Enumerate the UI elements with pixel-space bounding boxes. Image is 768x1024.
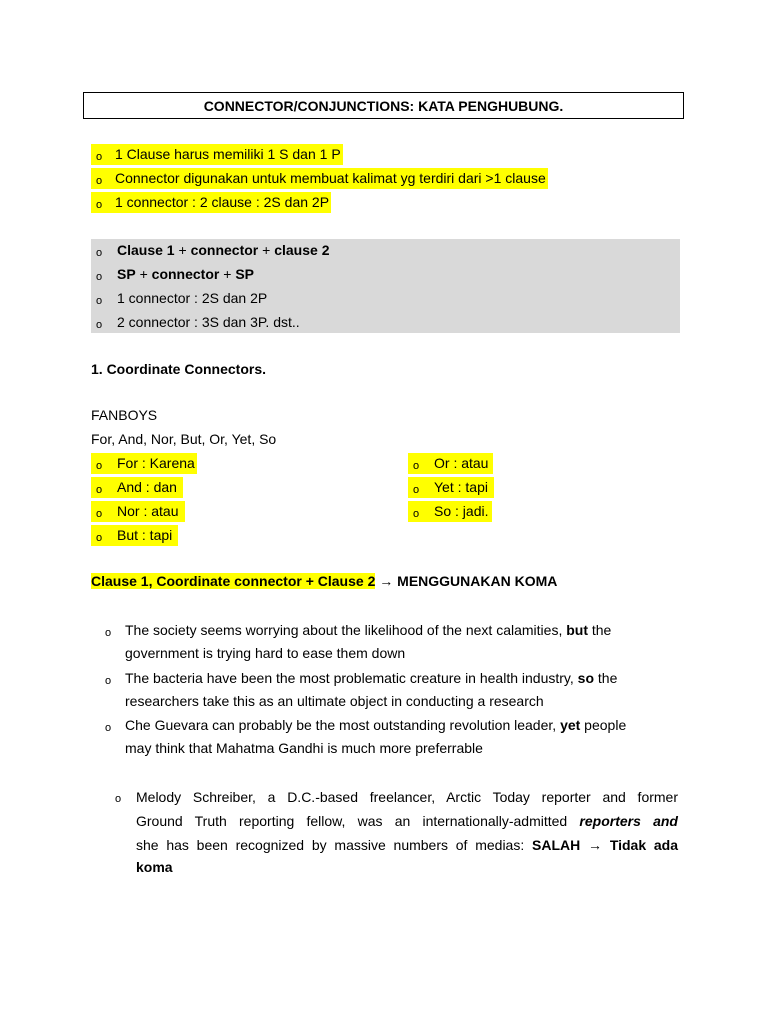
term-bold: clause 2 [274,242,330,258]
section-heading: 1. Coordinate Connectors. [91,361,267,377]
example-line: Melody Schreiber, a D.C.-based freelancer, Arctic Today reporter and former [136,789,678,805]
fanboys-title: FANBOYS [91,407,158,423]
bullet-marker: o [96,484,103,496]
bullet-marker: o [115,793,122,805]
list-item: 1 Clause harus memiliki 1 S dan 1 P [115,144,343,165]
example-line: may think that Mahatma Gandhi is much more preferrable [125,740,483,756]
list-item: Connector digunakan untuk membuat kalimat yg terdiri dari >1 clause [115,168,548,189]
bullet-marker: o [96,151,103,163]
connector-word: but [566,622,588,638]
list-item [117,264,254,285]
bullet-marker: o [413,484,420,496]
highlight-strip [91,168,115,189]
example-line [136,833,678,857]
list-item: Nor : atau [117,503,179,519]
text-run: Che Guevara can probably be the most outstanding revolution leader, [125,717,561,733]
list-item: Or : atau [434,455,489,471]
page-title: CONNECTOR/CONJUNCTIONS: KATA PENGHUBUNG. [83,92,684,119]
bullet-marker: o [96,175,103,187]
list-item: For : Karena [117,455,195,471]
formula-line [91,571,557,592]
list-item: 2 connector : 3S dan 3P. dst.. [117,314,300,330]
arrow-icon: → [588,837,603,853]
list-item: 1 connector : 2 clause : 2S dan 2P [115,192,331,213]
example-line: researchers take this as an ultimate object in conducting a research [125,693,544,709]
bullet-marker: o [96,460,103,472]
plus-sign: + [258,242,275,258]
list-item [117,240,329,261]
emphasis-text: reporters and [579,813,678,829]
verdict-label: SALAH [532,837,581,853]
bullet-marker: o [96,247,103,259]
text-run: Ground Truth reporting fellow, was an internationally-admitted [136,813,580,829]
example-line [125,715,626,736]
fanboys-list: For, And, Nor, But, Or, Yet, So [91,431,277,447]
bullet-marker: o [96,508,103,520]
text-run: the [594,670,618,686]
list-item: But : tapi [117,527,173,543]
text-run: she has been recognized by massive numbers of medias: [136,837,533,853]
term-bold: Clause 1 [117,242,175,258]
highlight-strip [91,192,115,213]
arrow-icon: → [379,573,394,589]
bullet-marker: o [96,319,103,331]
list-item: 1 connector : 2S dan 2P [117,290,268,306]
bullet-marker: o [413,460,420,472]
example-line [125,620,611,641]
bullet-marker: o [413,508,420,520]
text-run: people [580,717,627,733]
connector-word: yet [560,717,581,733]
example-line: koma [136,859,173,875]
list-item: And : dan [117,479,177,495]
bullet-marker: o [105,722,112,734]
bullet-marker: o [96,271,103,283]
bullet-marker: o [105,627,112,639]
example-line [136,809,678,833]
list-item: Yet : tapi [434,479,488,495]
list-item: So : jadi. [434,503,489,519]
term-bold: connector [151,266,220,282]
plus-sign: + [174,242,191,258]
text-run: the [587,622,612,638]
bullet-marker: o [105,675,112,687]
text-run: The society seems worrying about the likelihood of the next calamities, [125,622,567,638]
example-line: government is trying hard to ease them down [125,645,406,661]
term-bold: SP [235,266,254,282]
verdict-text: Tidak ada [609,837,679,853]
text-run: The bacteria have been the most problematic creature in health industry, [125,670,578,686]
formula-highlight: Clause 1, Coordinate connector + Clause 2 [91,573,376,589]
connector-word: so [577,670,594,686]
plus-sign: + [135,266,152,282]
example-line [125,668,617,689]
formula-result: MENGGUNAKAN KOMA [397,573,558,589]
highlight-strip [91,144,115,165]
bullet-marker: o [96,532,103,544]
bullet-marker: o [96,295,103,307]
term-bold: connector [190,242,259,258]
bullet-marker: o [96,199,103,211]
term-bold: SP [117,266,136,282]
plus-sign: + [219,266,236,282]
